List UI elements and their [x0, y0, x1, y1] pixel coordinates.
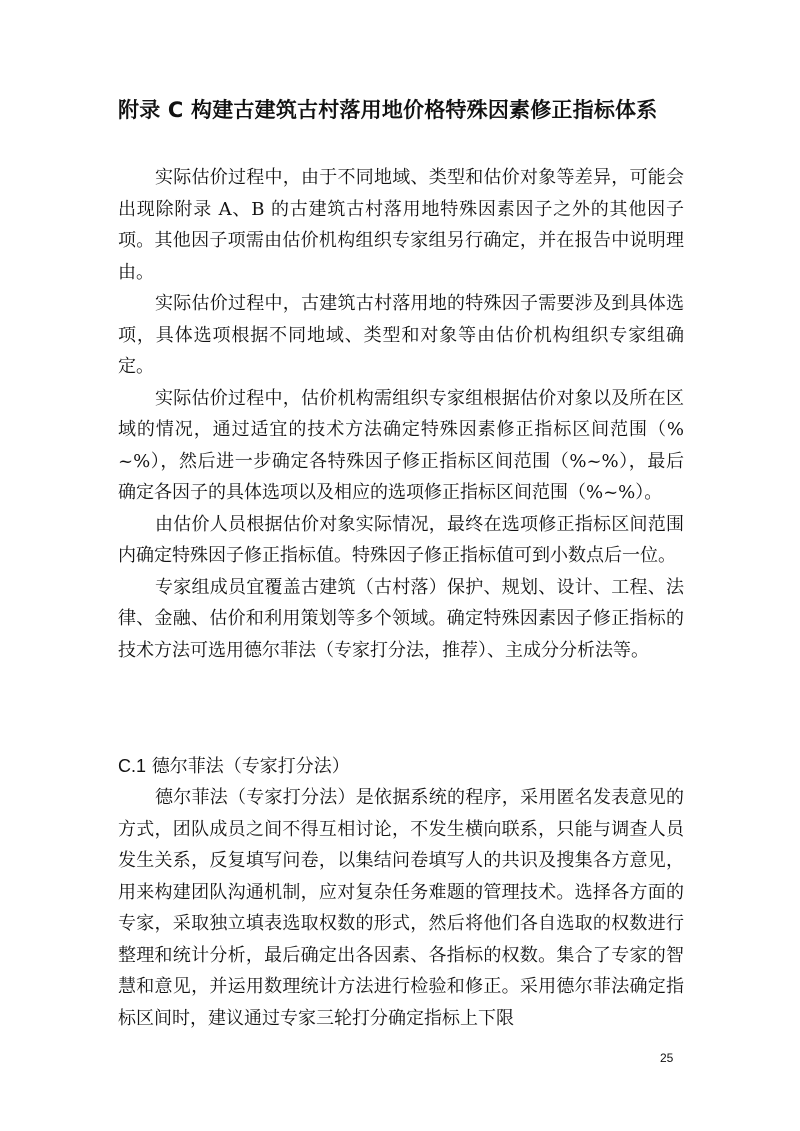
- paragraph: 由估价人员根据估价对象实际情况，最终在选项修正指标区间范围内确定特殊因子修正指标值。特殊因子修正指标值可到小数点后一位。: [118, 513, 684, 566]
- paragraph: 实际估价过程中，估价机构需组织专家组根据估价对象以及所在区域的情况，通过适宜的技术方法确定特殊因素修正指标区间范围（%~%），然后进一步确定各特殊因子修正指标区间范围（%~%），最后确定各因子的具体选项以及相应的选项修正指标区间范围（%~%）。: [118, 387, 684, 503]
- paragraph: 专家组成员宜覆盖古建筑（古村落）保护、规划、设计、工程、法律、金融、估价和利用策划等多个领域。确定特殊因素因子修正指标的技术方法可选用德尔菲法（专家打分法，推荐）、主成分分析法等。: [118, 576, 684, 661]
- appendix-title: 附录 C 构建古建筑古村落用地价格特殊因素修正指标体系: [118, 98, 658, 122]
- section-title: 德尔菲法（专家打分法）: [151, 756, 350, 777]
- paragraph: 实际估价过程中，古建筑古村落用地的特殊因子需要涉及到具体选项，具体选项根据不同地域、类型和对象等由估价机构组织专家组确定。: [118, 293, 684, 377]
- section-number: C.1: [118, 756, 147, 776]
- paragraph: 德尔菲法（专家打分法）是依据系统的程序，采用匿名发表意见的方式，团队成员之间不得互相讨论，不发生横向联系，只能与调查人员发生关系，反复填写问卷，以集结问卷填写人的共识及搜集各方意见，用来构建团队沟通机制，应对复杂任务难题的管理技术。选择各方面的专家，采取独立填表选取权数的形式，然后将他们各自选取的权数进行整理和统计分析，最后确定出各因素、各指标的权数。集合了专家的智慧和意见，并运用数理统计方法进行检验和修正。采用德尔菲法确定指标区间时，建议通过专家三轮打分确定指标上下限: [118, 787, 684, 1029]
- section-heading: [118, 751, 684, 782]
- page-number: 25: [660, 1051, 674, 1065]
- appendix-body: [118, 162, 684, 666]
- section-body: [118, 782, 684, 1034]
- paragraph: 实际估价过程中，由于不同地域、类型和估价对象等差异，可能会出现除附录 A、B 的古建筑古村落用地特殊因素因子之外的其他因子项。其他因子项需由估价机构组织专家组另行确定，并在报告中说明理由。: [118, 167, 684, 283]
